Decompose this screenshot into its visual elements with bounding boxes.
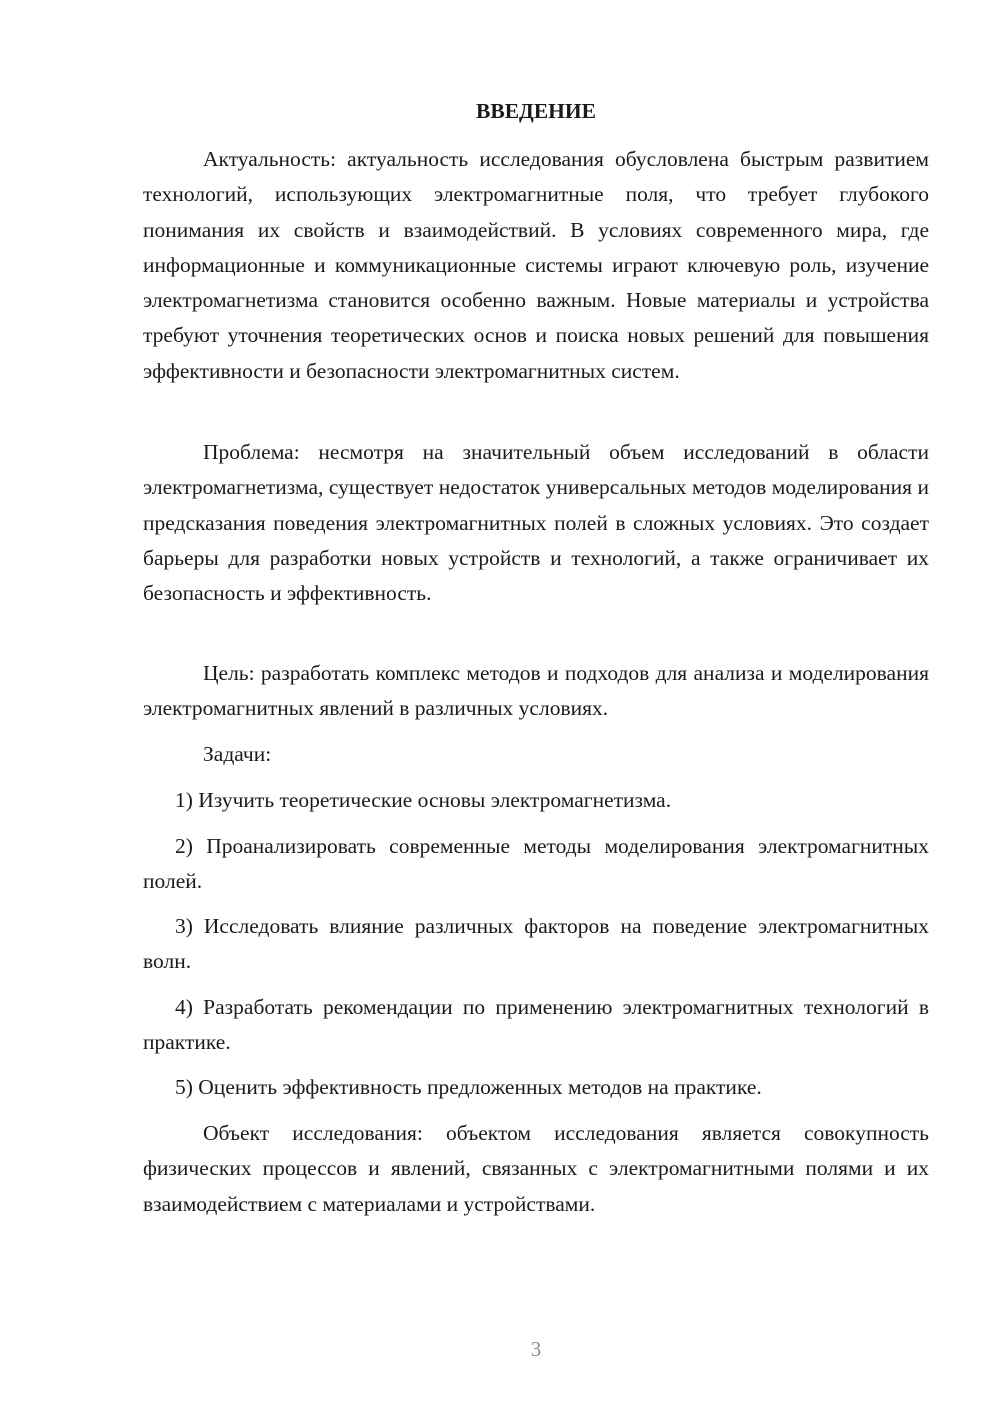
paragraph-problem: Проблема: несмотря на значительный объем исследований в области электромагнетизма, существует недостаток универсальных методов моделирования и предсказания поведения электромагнитных полей в сложных условиях. Это создает барьеры для разработки новых устройств и технологий, а также ограничивает их безопасность и эффективность. — [143, 440, 929, 606]
document-title: ВВЕДЕНИЕ — [476, 99, 596, 123]
task-item-5: 5) Оценить эффективность предложенных методов на практике. — [175, 1075, 762, 1099]
paragraph-goal: Цель: разработать комплекс методов и подходов для анализа и моделирования электромагнитных явлений в различных условиях. — [143, 661, 929, 721]
paragraph-object: Объект исследования: объектом исследования является совокупность физических процессов и явлений, связанных с электромагнитными полями и их взаимодействием с материалами и устройствами. — [143, 1121, 929, 1216]
task-item-2: 2) Проанализировать современные методы моделирования электромагнитных полей. — [143, 834, 929, 894]
paragraph-relevance: Актуальность: актуальность исследования обусловлена быстрым развитием технологий, использующих электромагнитные поля, что требует глубокого понимания их свойств и взаимодействий. В условиях современного мира, где информационные и коммуникационные системы играют ключевую роль, изучение электромагнетизма становится особенно важным. Новые материалы и устройства требуют уточнения теоретических основ и поиска новых решений для повышения эффективности и безопасности электромагнитных систем. — [143, 147, 929, 383]
tasks-heading: Задачи: — [203, 742, 272, 766]
task-item-3: 3) Исследовать влияние различных факторов на поведение электромагнитных волн. — [143, 914, 929, 974]
task-item-1: 1) Изучить теоретические основы электромагнетизма. — [175, 788, 672, 812]
task-item-4: 4) Разработать рекомендации по применению электромагнитных технологий в практике. — [143, 995, 929, 1055]
page-number: 3 — [530, 1337, 542, 1361]
